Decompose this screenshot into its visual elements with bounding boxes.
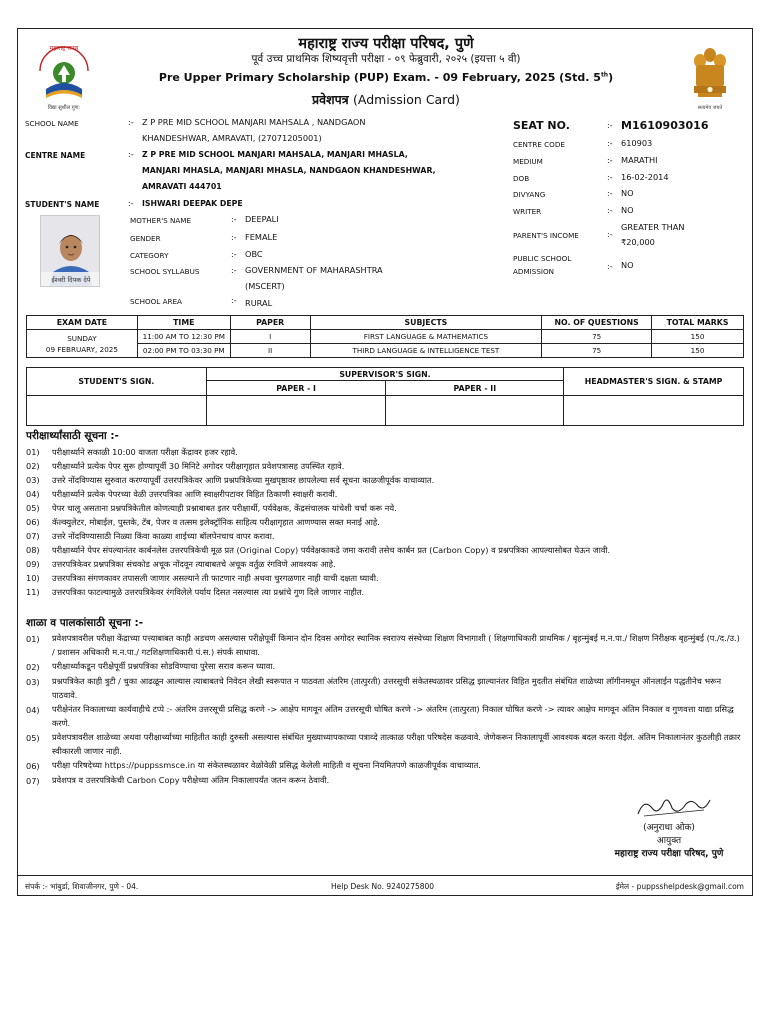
school-name-line2: KHANDESHWAR, AMRAVATI, (27071205001) [142,133,322,143]
writer-value: NO [621,205,634,215]
commissioner-designation: आयुक्त [656,836,682,846]
list-item: 03) उत्तरे नोंदविण्यास सुरुवात करण्यापूर्वी उत्तरपत्रिकेवर आणि प्रश्नपत्रिकेच्या मुखपृष्ठावर छापलेल्या सर्व सूचना काळजीपूर्वक वाचाव्यात. [26,475,435,485]
commissioner-signature-block [594,794,744,859]
list-item: 10) उत्तरपत्रिका संगणकावर तपासली जाणार असल्याने ती फाटणार नाही अथवा चुरगळणार नाही याची दक्षता घ्यावी. [26,573,379,583]
col-paper: PAPER [230,316,310,330]
centre-code-value: 610903 [621,138,653,148]
mothers-name-label: MOTHER'S NAME [130,216,192,225]
col-questions: NO. OF QUESTIONS [542,316,652,330]
separator: :- [128,199,134,208]
svg-text:विद्या सुशील गुण:: विद्या सुशील गुण: [47,105,81,111]
public-school-label-1: PUBLIC SCHOOL [513,254,572,263]
separator: :- [231,233,237,242]
separator: :- [607,206,613,215]
list-item: 02) परीक्षार्थ्याने प्रत्येक पेपर सुरू होण्यापूर्वी 30 मिनिटे अगोदर परीक्षागृहात प्रवेशपत्रासह उपस्थित रहावे. [26,461,345,471]
headmaster-sign-header: HEADMASTER'S SIGN. & STAMP [564,368,744,396]
exam-table-header [27,316,744,330]
centre-name-label: CENTRE NAME [25,151,86,160]
col-subjects: SUBJECTS [310,316,542,330]
paper1-header: PAPER - I [206,381,386,396]
writer-label: WRITER [513,207,542,216]
public-school-value: NO [621,260,634,270]
svg-text:सत्यमेव जयते: सत्यमेव जयते [697,105,723,111]
syllabus-label: SCHOOL SYLLABUS [130,267,200,276]
centre-name-line1: Z P PRE MID SCHOOL MANJARI MAHSALA, MANJARI MHASLA, [142,150,408,159]
seat-no-value: M1610903016 [621,119,709,132]
dob-label: DOB [513,174,530,183]
exam-schedule-table [26,315,744,358]
syllabus-line1: GOVERNMENT OF MAHARASHTRA [245,265,383,275]
school-name-line1: Z P PRE MID SCHOOL MANJARI MAHSALA , NANDGAON [142,117,366,127]
student-instructions-title: परीक्षार्थ्यांसाठी सूचना :- [26,430,119,442]
student-instructions-list [26,445,744,599]
footer [18,875,752,897]
col-total-marks: TOTAL MARKS [652,316,744,330]
paper-cell: I [230,330,310,344]
separator: :- [231,250,237,259]
separator: :- [607,189,613,198]
marks-cell: 150 [652,344,744,358]
col-exam-date: EXAM DATE [27,316,138,330]
list-item: 07) उत्तरे नोंदविण्यासाठी निळ्या किंवा काळ्या शाईच्या बॉलपेनचाच वापर करावा. [26,531,275,541]
list-item: 07) प्रवेशपत्र व उत्तरपत्रिकेची Carbon Copy परीक्षेच्या अंतिम निकालापर्यंत जतन करून ठेवावी. [26,775,330,786]
org-title: महाराष्ट्र राज्य परीक्षा परिषद, पुणे [298,36,474,52]
headmaster-sign-box [564,396,744,426]
list-item: 01) परीक्षार्थ्याने सकाळी 10:00 वाजता परीक्षा केंद्रावर हजर रहावे. [26,447,238,457]
parents-income-line1: GREATER THAN [621,222,685,232]
marks-cell: 150 [652,330,744,344]
list-item: 05) पेपर चालू असताना प्रश्नपत्रिकेतील कोणत्याही प्रश्नाबाबत इतर परीक्षार्थी, पर्यवेक्षक, केंद्रसंचालक यांचेशी चर्चा करू नये. [26,503,397,513]
commissioner-org: महाराष्ट्र राज्य परीक्षा परिषद, पुणे [614,849,724,859]
syllabus-line2: (MSCERT) [245,281,285,291]
student-photo [40,215,100,287]
supervisor-paper1-sign-box [206,396,386,426]
subject-cell: THIRD LANGUAGE & INTELLIGENCE TEST [310,344,542,358]
subject-cell: FIRST LANGUAGE & MATHEMATICS [310,330,542,344]
gender-label: GENDER [130,234,161,243]
list-item: 01) प्रवेशपत्रावरील परीक्षा केंद्राच्या पत्त्याबाबत काही अडचण असल्यास परीक्षेपूर्वी किमान दोन दिवस अगोदर स्थानिक स्वराज्य संस्थेच्या शिक्षण विभागाशी ( शिक्षणाधिकारी प्राथमिक / बृहन्मुंबई म.न.पा./ शिक्षण निरीक्षक बृहन्मुंबई (प./द./उ.) / प्रशासन अधिकारी म.न.पा./ गटशिक्षणाधिकारी पं.स.) संपर्क साधावा. [26,633,740,657]
divyang-value: NO [621,188,634,198]
separator: :- [607,121,613,130]
list-item: 02) परीक्षार्थ्याकडून परीक्षेपूर्वी प्रश्नपत्रिका सोडविण्याचा पुरेसा सराव करून घ्यावा. [26,661,276,672]
medium-label: MEDIUM [513,157,543,166]
time-cell: 02:00 PM TO 03:30 PM [137,344,230,358]
separator: :- [607,139,613,148]
public-school-label-2: ADMISSION [513,267,555,276]
questions-cell: 75 [542,330,652,344]
school-instructions-title: शाळा व पालकांसाठी सूचना :- [26,617,144,629]
parents-income-line2: ₹20,000 [621,237,655,247]
separator: :- [607,230,613,239]
commissioner-name: (अनुराधा ओक) [643,823,695,833]
centre-name-line2: MANJARI MHASLA, MANJARI MHASLA, NANDGAON KHANDESHWAR, [142,166,436,175]
list-item: 06) परीक्षा परिषदेच्या https://puppssmsce.in या संकेतस्थळावर वेळोवेळी प्रसिद्ध केलेली माहिती व सूचना नियमितपणे काळजीपूर्वक वाचाव्यात. [26,760,481,771]
table-row [27,330,744,344]
seat-no-label: SEAT NO. [513,119,570,132]
list-item: 08) परीक्षार्थ्याने पेपर संपल्यानंतर कार्बनलेस उत्तरपत्रिकेची मूळ प्रत (Original Copy) पर्यवेक्षकाकडे जमा करावी तसेच कार्बन प्रत (Carbon Copy) व प्रश्नपत्रिका आपल्यासोबत घेऊन जावी. [26,545,611,555]
separator: :- [607,173,613,182]
footer-contact: संपर्क :- भांबुर्डा, शिवाजीनगर, पुणे - 04. [25,882,139,891]
parents-income-label: PARENT'S INCOME [513,231,579,240]
exam-title-marathi: पूर्व उच्च प्राथमिक शिष्यवृत्ती परीक्षा - ०९ फेब्रुवारी, २०२५ (इयत्ता ५ वी) [251,53,521,65]
exam-title-english: Pre Upper Primary Scholarship (PUP) Exam. - 09 February, 2025 (Std. 5th) [158,71,614,84]
mothers-name-value: DEEPALI [245,214,279,224]
student-photo-image [41,216,100,287]
list-item: 05) प्रवेशपत्रावरील शाळेच्या अथवा परीक्षार्थ्याच्या माहितीत काही दुरुस्ती असल्यास संबंधित मुख्याध्यापकाच्या पत्राव्दे तात्काळ परीक्षा परिषदेस कळवावे. जेणेकरून निकालापूर्वी आवश्यक बदल करता येईल. अंतिम निकालानंतर कुठलीही तक्रार स्वीकारली जाणार नाही. [26,732,741,756]
time-cell: 11:00 AM TO 12:30 PM [137,330,230,344]
admission-card [17,28,753,896]
questions-cell: 75 [542,344,652,358]
medium-value: MARATHI [621,155,658,165]
national-emblem-icon [686,43,734,113]
admission-card-title: प्रवेशपत्र (Admission Card) [312,92,460,107]
divyang-label: DIVYANG [513,190,546,199]
supervisor-sign-header: SUPERVISOR'S SIGN. [206,368,563,381]
svg-text:ईश्वरी दिपक देपे: ईश्वरी दिपक देपे [51,276,91,284]
separator: :- [128,150,134,159]
separator: :- [128,118,134,127]
list-item: 06) कॅल्क्युलेटर, मोबाईल, पुस्तके, टॅब, पेजर व तत्सम इलेक्ट्रॉनिक साहित्य परीक्षागृहात आणण्यास सक्त मनाई आहे. [26,517,380,527]
supervisor-paper2-sign-box [386,396,564,426]
student-sign-header: STUDENT'S SIGN. [27,368,207,396]
list-item: 04) परीक्षार्थ्याने प्रत्येक पेपरच्या वेळी उत्तरपत्रिका आणि स्वाक्षरीपटावर विहित ठिकाणी स्वाक्षरी करावी. [26,489,338,499]
student-sign-box [27,396,207,426]
exam-date-cell: SUNDAY 09 FEBRUARY, 2025 [27,330,138,358]
col-time: TIME [137,316,230,330]
separator: :- [607,262,613,271]
signature-table [26,367,744,426]
centre-name-line3: AMRAVATI 444701 [142,182,222,191]
centre-code-label: CENTRE CODE [513,140,565,149]
list-item: 03) प्रश्नपत्रिकेत काही त्रुटी / चुका आढळून आल्यास त्याबाबतचे निवेदन लेखी स्वरूपात न पाठवता अंतरिम (तात्पुरती) उत्तरसूची संकेतस्थळावर प्रसिद्ध झाल्यानंतर विहित मुदतीत संबंधित शाळेच्या लॉगीनमधून ऑनलाईन पद्धतीनेच भरून पाठवावे. [26,676,722,700]
area-value: RURAL [245,298,273,308]
separator: :- [231,296,237,305]
paper2-header: PAPER - II [386,381,564,396]
separator: :- [607,156,613,165]
gender-value: FEMALE [245,232,278,242]
separator: :- [231,215,237,224]
student-name-value: ISHWARI DEEPAK DEPE [142,199,243,208]
school-instructions-list [26,632,744,789]
list-item: 09) उत्तरपत्रिकेवर प्रश्नपत्रिका संचकोड अचूक नोंदवून त्याबाबतचे अचूक वर्तुळ रंगविणे आवश्यक आहे. [26,559,336,569]
category-label: CATEGORY [130,251,169,260]
svg-text:महाराष्ट्र राज्य: महाराष्ट्र राज्य [49,45,79,52]
footer-email: ईमेल - puppsshelpdesk@gmail.com [615,882,744,891]
area-label: SCHOOL AREA [130,297,182,306]
list-item: 04) परीक्षेनंतर निकालाच्या कार्यवाहीचे टप्पे :- अंतरिम उत्तरसूची प्रसिद्ध करणे -> आक्षेप मागवून अंतिम उत्तरसूची घोषित करणे -> अंतरिम (तात्पुरता) निकाल घोषित करणे -> त्यावर आक्षेप मागवून अंतिम निकाल व गुणवत्ता याद्या प्रसिद्ध करणे. [26,704,734,728]
signature-scribble-icon [634,794,714,820]
category-value: OBC [245,249,263,259]
list-item: 11) उत्तरपत्रिका फाटल्यामुळे उत्तरपत्रिकेवर रंगविलेले पर्याय दिसत नसल्यास त्या प्रश्नांचे गुण दिले जाणार नाहीत. [26,587,365,597]
dob-value: 16-02-2014 [621,172,669,182]
footer-helpdesk: Help Desk No. 9240275800 [331,882,435,891]
paper-cell: II [230,344,310,358]
maharashtra-board-logo-icon [32,41,96,113]
student-name-label: STUDENT'S NAME [25,200,100,209]
school-name-label: SCHOOL NAME [25,119,79,128]
separator: :- [231,266,237,275]
